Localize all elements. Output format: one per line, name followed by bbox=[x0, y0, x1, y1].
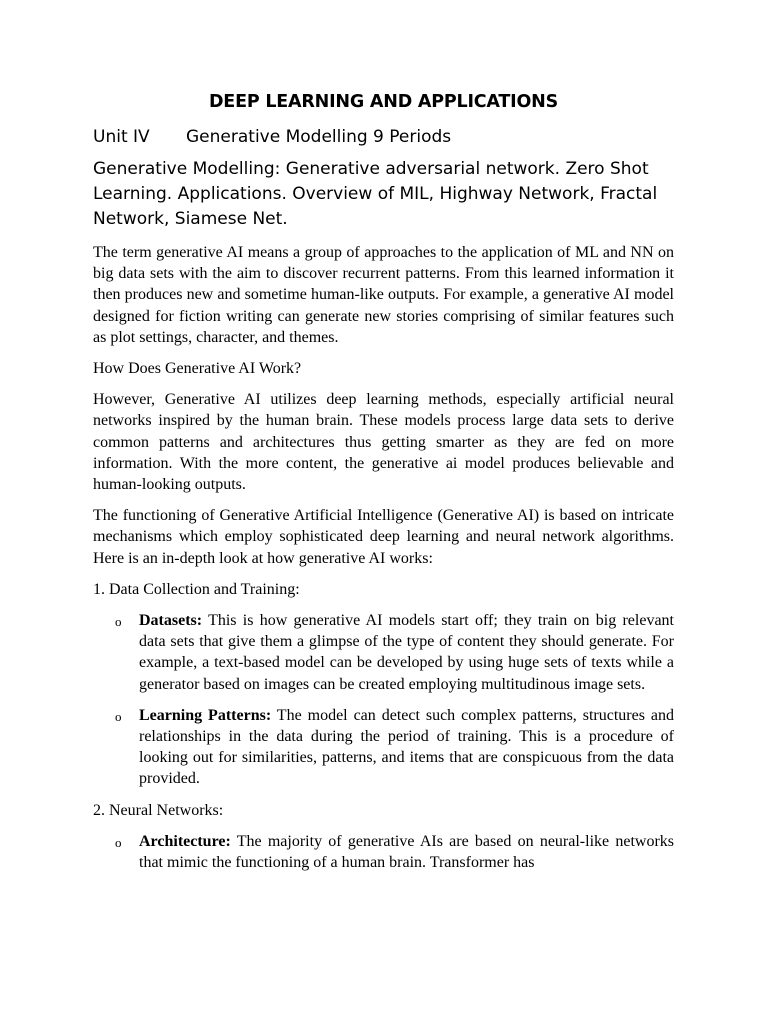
unit-title: Generative Modelling 9 Periods bbox=[186, 127, 452, 147]
intro-paragraph: The term generative AI means a group of approaches to the application of ML and NN on big data sets with the aim to discover recurrent patterns. From this learned information it then produces new and sometime human-like outputs. For example, a generative AI model designed for fiction writing can generate new stories comprising of similar features such as plot settings, character, and themes. bbox=[93, 244, 674, 346]
unit-heading bbox=[93, 125, 674, 149]
section-1-heading: 1. Data Collection and Training: bbox=[93, 580, 300, 598]
list-item-description: The model can detect such complex patterns, structures and relationships in the data during the period of training. This is a procedure of looking out for similarities, patterns, and items that are conspicuous from the data provided. bbox=[139, 706, 675, 788]
list-item-text bbox=[139, 705, 674, 790]
list-item-term: Datasets: bbox=[139, 612, 203, 630]
list-item bbox=[93, 831, 674, 873]
section-2-bullet-list bbox=[93, 831, 674, 873]
bullet-marker: o bbox=[115, 708, 122, 724]
list-item-term: Learning Patterns: bbox=[139, 706, 272, 724]
section-question-heading: How Does Generative AI Work? bbox=[93, 360, 302, 378]
document-body bbox=[93, 89, 674, 883]
list-item-description: The majority of generative AIs are based on neural-like networks that mimic the functioning of a human brain. Transformer has bbox=[139, 832, 674, 872]
bullet-marker: o bbox=[115, 834, 122, 850]
list-item-text bbox=[139, 831, 674, 873]
section-2-heading: 2. Neural Networks: bbox=[93, 801, 224, 819]
how-it-works-paragraph: However, Generative AI utilizes deep learning methods, especially artificial neural networks inspired by the human brain. These models process large data sets to derive common patterns and architectures thus getting smarter as they are fed on more information. With the more content, the generative ai model produces believable and human-looking outputs. bbox=[93, 391, 674, 494]
section-1-bullet-list bbox=[93, 610, 674, 790]
functioning-paragraph: The functioning of Generative Artificial Intelligence (Generative AI) is based on intricate mechanisms which employ sophisticated deep learning and neural network algorithms. Here is an in-depth look at how generative AI works: bbox=[93, 507, 674, 567]
document-title: DEEP LEARNING AND APPLICATIONS bbox=[208, 92, 558, 112]
list-item-text bbox=[139, 610, 674, 695]
list-item-description: This is how generative AI models start off; they train on big relevant data sets that give them a glimpse of the type of content they should generate. For example, a text-based model can be developed by using huge sets of texts while a generator based on images can be created employing multitudinous image sets. bbox=[139, 612, 674, 693]
list-item bbox=[93, 610, 674, 695]
bullet-marker: o bbox=[115, 614, 122, 630]
list-item bbox=[93, 705, 674, 790]
unit-label: Unit IV bbox=[93, 127, 150, 147]
list-item-term: Architecture: bbox=[139, 832, 231, 850]
syllabus-text: Generative Modelling: Generative adversarial network. Zero Shot Learning. Applications. Overview of MIL, Highway Network, Fractal Network, Siamese Net. bbox=[93, 159, 658, 229]
